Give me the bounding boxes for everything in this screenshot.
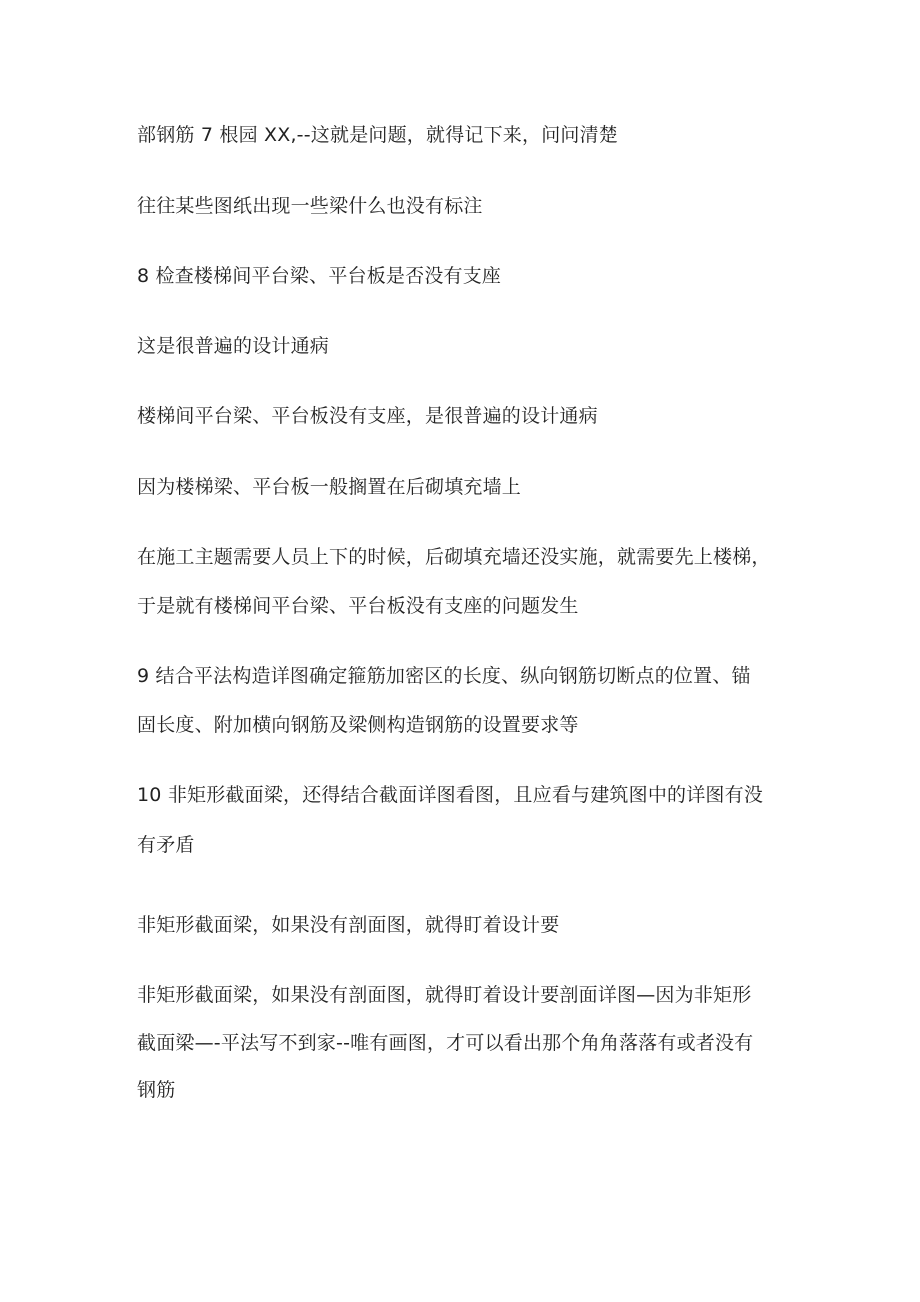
text-line: 有矛盾 bbox=[137, 834, 195, 856]
text-line: 因为楼梯梁、平台板一般搁置在后砌填充墙上 bbox=[137, 476, 522, 498]
text-line: 钢筋 bbox=[137, 1079, 176, 1101]
text-line: 这是很普遍的设计通病 bbox=[137, 335, 330, 357]
text-line: 非矩形截面梁，如果没有剖面图，就得盯着设计要 bbox=[137, 914, 560, 936]
text-line: 往往某些图纸出现一些梁什么也没有标注 bbox=[137, 195, 483, 217]
text-line: 部钢筋 7 根园 XX,--这就是问题，就得记下来，问问清楚 bbox=[137, 124, 618, 146]
text-line: 10 非矩形截面梁，还得结合截面详图看图，且应看与建筑图中的详图有没 bbox=[137, 784, 764, 806]
text-line: 在施工主题需要人员上下的时候，后砌填充墙还没实施，就需要先上楼梯， bbox=[137, 546, 771, 568]
text-line: 截面梁—-平法写不到家--唯有画图，才可以看出那个角角落落有或者没有 bbox=[137, 1032, 754, 1054]
text-line: 8 检查楼梯间平台梁、平台板是否没有支座 bbox=[137, 265, 502, 287]
text-line: 楼梯间平台梁、平台板没有支座，是很普遍的设计通病 bbox=[137, 405, 598, 427]
text-line: 于是就有楼梯间平台梁、平台板没有支座的问题发生 bbox=[137, 595, 579, 617]
text-line: 9 结合平法构造详图确定箍筋加密区的长度、纵向钢筋切断点的位置、锚 bbox=[137, 665, 751, 687]
text-line: 非矩形截面梁，如果没有剖面图，就得盯着设计要剖面详图—因为非矩形 bbox=[137, 984, 752, 1006]
text-line: 固长度、附加横向钢筋及梁侧构造钢筋的设置要求等 bbox=[137, 714, 579, 736]
